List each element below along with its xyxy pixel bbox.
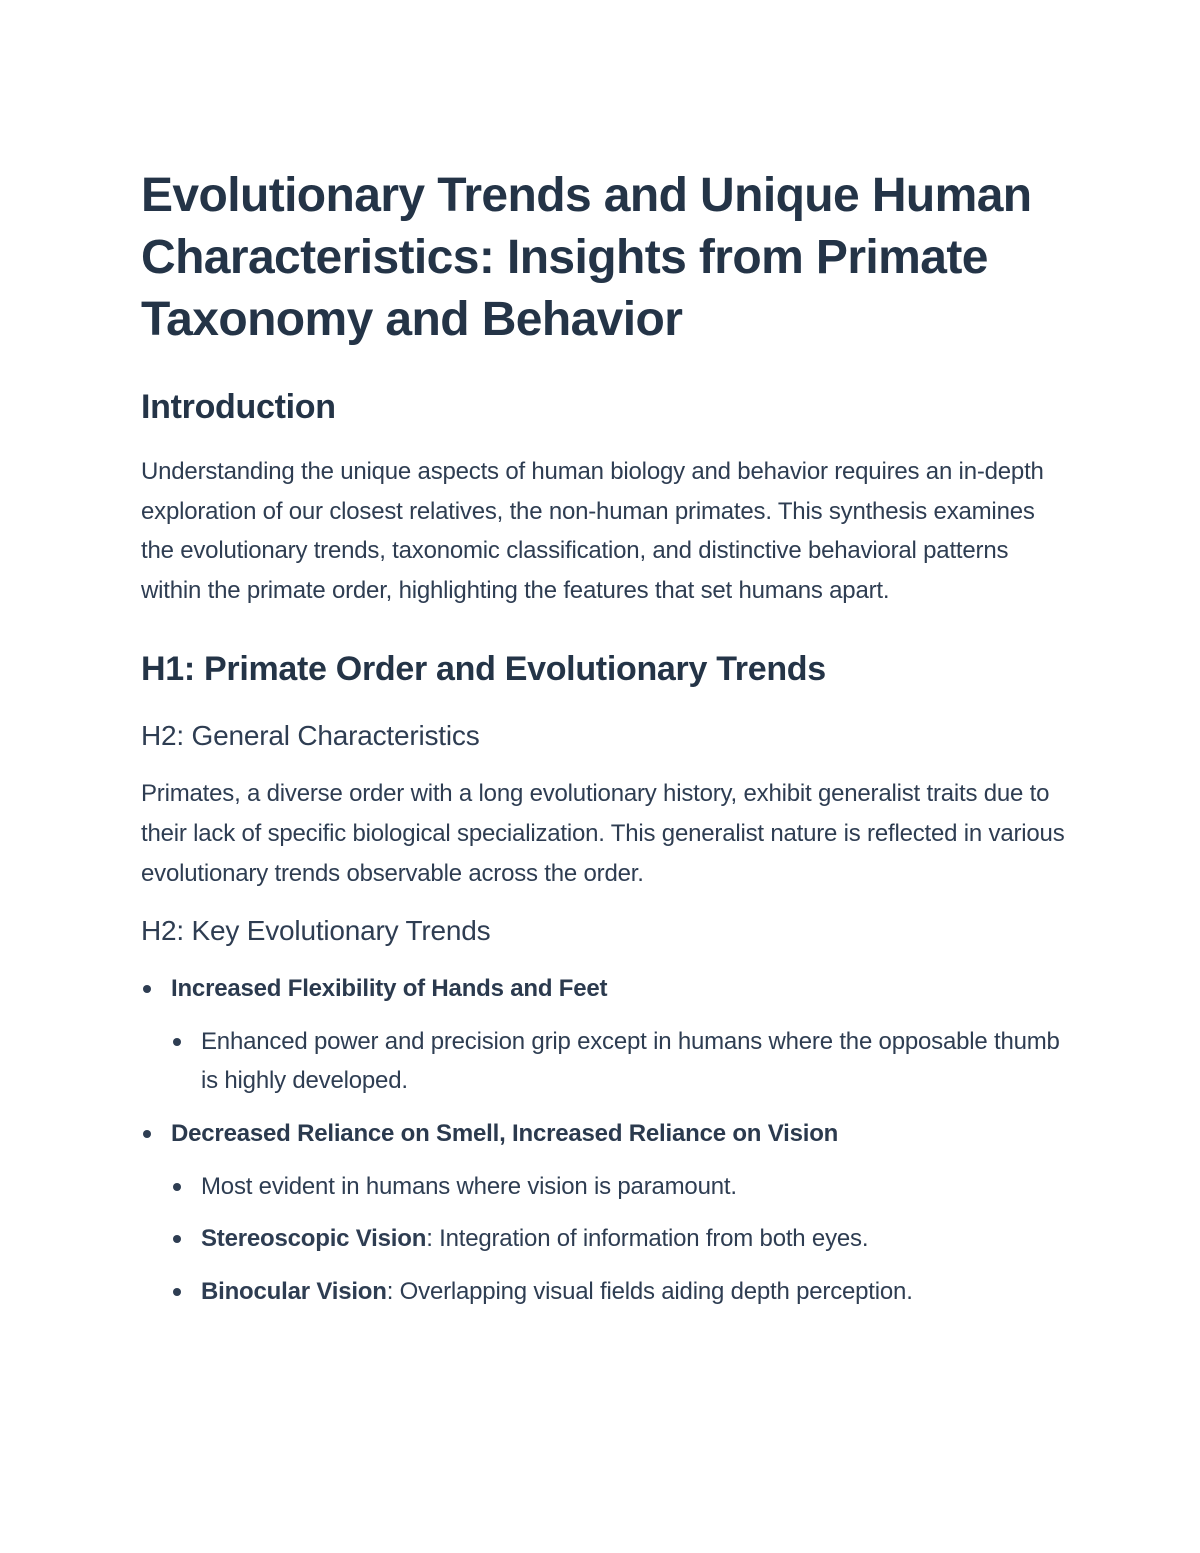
trend-sublist xyxy=(171,1022,1071,1101)
introduction-heading: Introduction xyxy=(141,388,336,426)
trend-title: Decreased Reliance on Smell, Increased Reliance on Vision xyxy=(171,1119,839,1147)
bullet-icon xyxy=(173,1183,181,1191)
trend-item xyxy=(141,969,1071,1101)
bullet-icon xyxy=(173,1038,181,1046)
trend-title: Increased Flexibility of Hands and Feet xyxy=(171,975,608,1003)
trend-subitem xyxy=(171,1022,1071,1101)
bullet-icon xyxy=(173,1235,181,1243)
trend-subitem xyxy=(171,1219,1071,1259)
bullet-icon xyxy=(173,1288,181,1296)
trend-list xyxy=(141,969,1071,1311)
subitem-text: Most evident in humans where vision is paramount. xyxy=(201,1172,737,1200)
general-characteristics-paragraph: Primates, a diverse order with a long evolutionary history, exhibit generalist traits due to their lack of specific biological specialization. This generalist nature is reflected in various evolutionary trends observable across the order. xyxy=(141,780,1065,887)
subheading-general-characteristics: H2: General Characteristics xyxy=(141,720,480,752)
subitem-label: Binocular Vision xyxy=(201,1277,387,1305)
bullet-icon xyxy=(143,1130,151,1138)
section-heading-primate-order: H1: Primate Order and Evolutionary Trends xyxy=(141,650,826,689)
subheading-key-evolutionary-trends: H2: Key Evolutionary Trends xyxy=(141,915,491,947)
trend-subitem xyxy=(171,1167,1071,1207)
subitem-text: : Overlapping visual fields aiding depth perception. xyxy=(386,1277,913,1305)
trend-sublist xyxy=(171,1167,1071,1312)
introduction-paragraph: Understanding the unique aspects of human biology and behavior requires an in-depth exploration of our closest relatives, the non-human primates. This synthesis examines the evolutionary trends, taxonomic classification, and distinctive behavioral patterns within the primate order, highlighting the features that set humans apart. xyxy=(141,458,1044,604)
bullet-icon xyxy=(143,985,151,993)
trend-subitem xyxy=(171,1272,1071,1312)
document-title: Evolutionary Trends and Unique Human Characteristics: Insights from Primate Taxonomy and Behavior xyxy=(141,169,1032,346)
document-page xyxy=(141,165,1071,1311)
trend-item xyxy=(141,1114,1071,1311)
subitem-label: Stereoscopic Vision xyxy=(201,1225,427,1253)
subitem-text: : Integration of information from both eyes. xyxy=(426,1225,869,1253)
subitem-text: Enhanced power and precision grip except in humans where the opposable thumb is highly developed. xyxy=(201,1027,1060,1095)
